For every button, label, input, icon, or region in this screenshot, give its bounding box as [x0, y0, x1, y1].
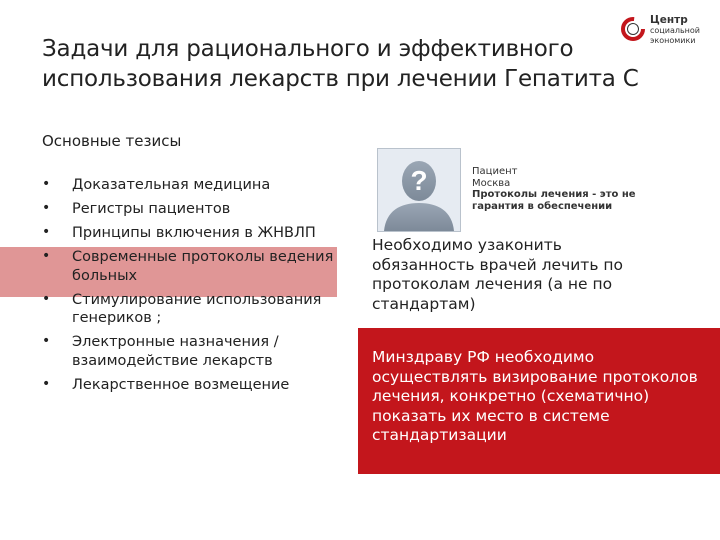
bullet-text: Современные протоколы ведения больных: [72, 249, 334, 284]
bullet-item: [42, 376, 342, 395]
patient-line-4: гарантия в обеспечении: [472, 200, 613, 212]
patient-caption: [472, 166, 636, 212]
bullet-text: Регистры пациентов: [72, 201, 231, 217]
bullet-marker: •: [42, 375, 51, 392]
bullet-item: [42, 333, 342, 370]
logo-mark-icon: [620, 16, 646, 42]
patient-line-2: Москва: [472, 177, 511, 189]
red-callout-text: Минздраву РФ необходимо осуществлять визирование протоколов лечения, конкретно (схематично) показать их место в системе стандартизации: [372, 348, 698, 444]
bullet-item: [42, 224, 342, 243]
avatar-silhouette: [378, 149, 460, 231]
red-callout: [358, 328, 720, 474]
bullet-marker: •: [42, 290, 51, 307]
bullet-text: Доказательная медицина: [72, 177, 271, 193]
logo-text: [650, 14, 700, 46]
bullet-item: [42, 291, 342, 328]
logo-line-1: Центр: [650, 14, 688, 26]
bullet-marker: •: [42, 176, 51, 192]
bullet-text: Электронные назначения / взаимодействие лекарств: [72, 334, 279, 369]
bullet-text: Принципы включения в ЖНВЛП: [72, 225, 316, 241]
patient-line-1: Пациент: [472, 166, 518, 177]
bullet-item: [42, 200, 342, 219]
bullet-marker: •: [42, 333, 51, 349]
slide-title: Задачи для рационального и эффективного использования лекарств при лечении Гепатита С: [42, 36, 639, 92]
note-text: Необходимо узаконить обязанность врачей лечить по протоколам лечения (а не по стандартам): [372, 236, 624, 313]
bullet-marker: •: [42, 248, 51, 264]
logo-line-3: экономики: [650, 36, 696, 45]
bullet-list: [42, 176, 342, 400]
avatar-question-mark: ?: [410, 165, 428, 196]
unknown-person-icon: [377, 148, 461, 232]
bullet-item-highlighted: [42, 248, 342, 285]
bullet-marker: •: [42, 200, 51, 216]
patient-line-3: Протоколы лечения - это не: [472, 189, 636, 200]
bullet-text: Стимулирование использования генериков ;: [72, 291, 322, 326]
section-subtitle: Основные тезисы: [42, 132, 182, 150]
logo: [620, 14, 710, 58]
bullet-item: [42, 176, 342, 195]
bullet-text: Лекарственное возмещение: [72, 376, 290, 393]
logo-line-2: социальной: [650, 26, 700, 35]
bullet-marker: •: [42, 224, 51, 240]
